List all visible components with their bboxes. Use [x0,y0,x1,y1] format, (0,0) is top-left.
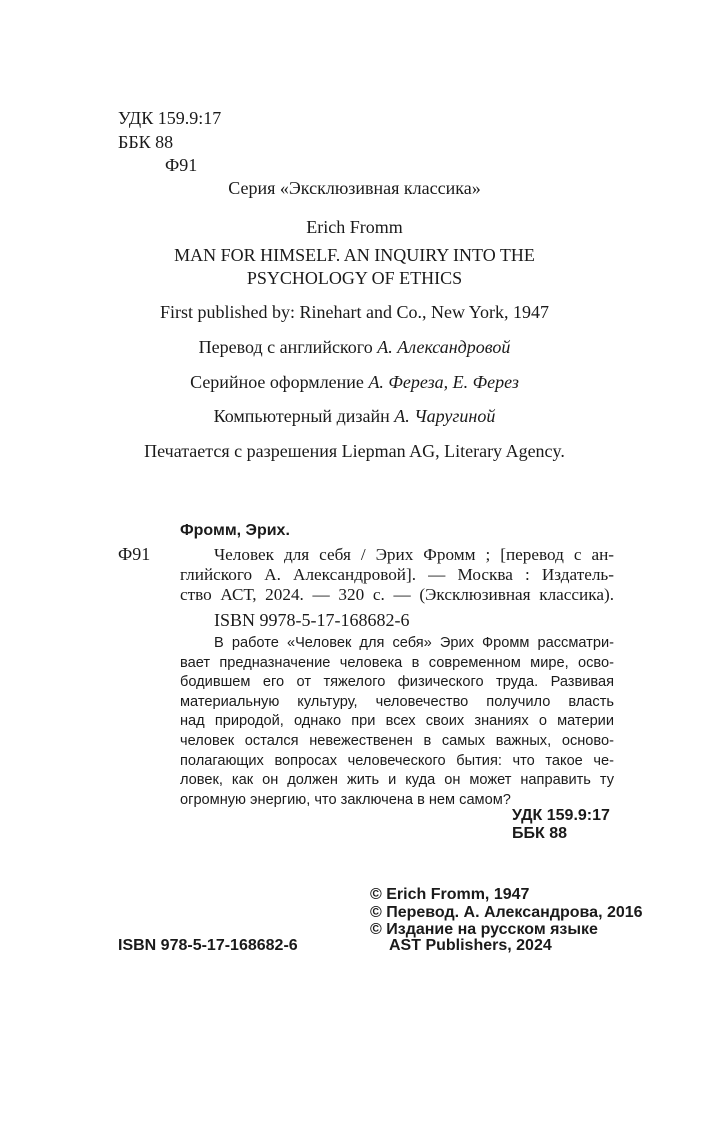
annotation-line: огромную энергию, что заключена в нем самом? [180,791,511,808]
annotation-line: вает предназначение человека в современном мире, осво- [180,654,614,671]
copyright-line: © Erich Fromm, 1947 [370,886,530,903]
bib-isbn: ISBN 9978-5-17-168682-6 [214,610,410,630]
series-title: Серия «Эксклюзивная классика» [228,178,481,198]
bottom-bbk: ББК 88 [512,825,568,842]
computer-design-label: Компьютерный дизайн [213,406,395,426]
author-mark: Ф91 [165,155,198,175]
bib-description-line: Человек для себя / Эрих Фромм ; [перевод с ан- [214,545,614,564]
translation-credit [0,337,709,358]
first-published: First published by: Rinehart and Co., New York, 1947 [160,302,549,322]
udk-code: УДК 159.9:17 [118,108,222,128]
bib-heading: Фромм, Эрих. [180,522,290,539]
translator-name: А. Александровой [377,337,511,357]
annotation-line: В работе «Человек для себя» Эрих Фромм рассматри- [214,635,614,651]
bbk-code: ББК 88 [118,132,174,152]
bib-description-line: глийского А. Александровой]. — Москва : Издатель- [180,565,614,584]
annotation-line: ловек, как он должен жить и куда он может направить ту [180,772,614,789]
computer-design-credit [0,406,709,427]
copyright-line: AST Publishers, 2024 [389,937,552,954]
bottom-udk: УДК 159.9:17 [512,807,610,824]
original-title-line2: PSYCHOLOGY OF ETHICS [246,268,463,288]
copyright-line: © Перевод. А. Александрова, 2016 [370,904,643,921]
annotation-line: над природой, однако при всех своих знаниях о материи [180,713,614,730]
bib-author-mark: Ф91 [118,544,151,564]
annotation-line: человек остался невежественен в самых важных, осново- [180,732,614,749]
copyright-line: © Издание на русском языке [370,921,598,938]
series-design-credit [0,372,709,393]
series-designer-names: А. Фереза, Е. Ферез [368,372,519,392]
footer-isbn: ISBN 978-5-17-168682-6 [118,937,298,954]
series-design-label: Серийное оформление [190,372,369,392]
permission-note: Печатается с разрешения Liepman AG, Literary Agency. [144,441,565,461]
original-author: Erich Fromm [306,217,403,237]
annotation-line: материальную культуру, человечество получило власть [180,693,614,710]
bib-description-line: ство АСТ, 2024. — 320 с. — (Эксклюзивная классика). [180,585,614,604]
annotation-line: полагающих вопросах человеческого бытия: что такое че- [180,752,614,769]
translation-label: Перевод с английского [198,337,378,357]
annotation-line: бодившем его от тяжелого физического труда. Развивая [180,674,614,691]
computer-designer-name: А. Чаругиной [394,406,496,426]
bib-description [180,545,614,605]
annotation [180,634,614,810]
original-title-line1: MAN FOR HIMSELF. AN INQUIRY INTO THE [174,245,535,265]
